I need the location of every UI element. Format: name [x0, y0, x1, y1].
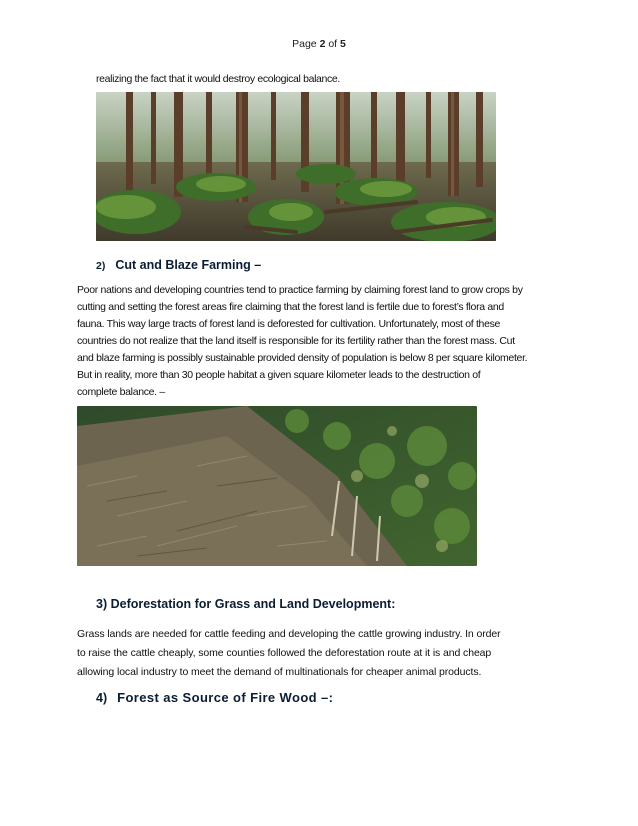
section-heading-fire-wood [96, 690, 333, 705]
section-title: Forest as Source of Fire Wood –: [117, 690, 334, 705]
paragraph-line: But in reality, more than 30 people habitat a given square kilometer leads to the destruction of [77, 369, 481, 381]
section-heading-deforestation-grass: 3) Deforestation for Grass and Land Development: [96, 597, 396, 611]
paragraph-line: Grass lands are needed for cattle feeding and developing the cattle growing industry. In order [77, 628, 501, 640]
paragraph-line: fauna. This way large tracts of forest land is deforested for cultivation. Unfortunately, most of these [77, 318, 501, 330]
paragraph-line: countries do not realize that the land itself is responsible for its fertility rather than the forest mass. Cut [77, 335, 515, 347]
paragraph-line: to raise the cattle cheaply, some counties followed the deforestation route at it is and cheap [77, 647, 492, 659]
lead-text: realizing the fact that it would destroy ecological balance. [96, 73, 340, 85]
section-number: 4) [96, 691, 108, 705]
total-pages: 5 [340, 38, 346, 50]
section-number: 2) [96, 260, 106, 272]
paragraph-line: complete balance. – [77, 386, 165, 398]
page-number-header: Page 2 of 5 [292, 38, 346, 50]
paragraph-line: allowing local industry to meet the demand of multinationals for cheaper animal products. [77, 666, 482, 678]
forest-clearing-photo [96, 92, 496, 241]
paragraph-line: cutting and setting the forest areas fire claiming that the forest land is fertile due to forest’s flora and [77, 301, 504, 313]
paragraph-line: and blaze farming is possibly sustainable provided density of population is below 8 per square kilometer. [77, 352, 528, 364]
slash-and-burn-photo [77, 406, 477, 566]
forest-clearing-image [96, 92, 496, 241]
deforestation-grass-paragraph [77, 625, 567, 682]
section-heading-cut-and-blaze [96, 258, 261, 272]
current-page: 2 [319, 38, 326, 50]
section-title: Cut and Blaze Farming – [115, 258, 262, 272]
paragraph-line: Poor nations and developing countries tend to practice farming by claiming forest land to grow crops by [77, 284, 523, 296]
slash-and-burn-image [77, 406, 477, 566]
cut-and-blaze-paragraph [77, 282, 567, 401]
